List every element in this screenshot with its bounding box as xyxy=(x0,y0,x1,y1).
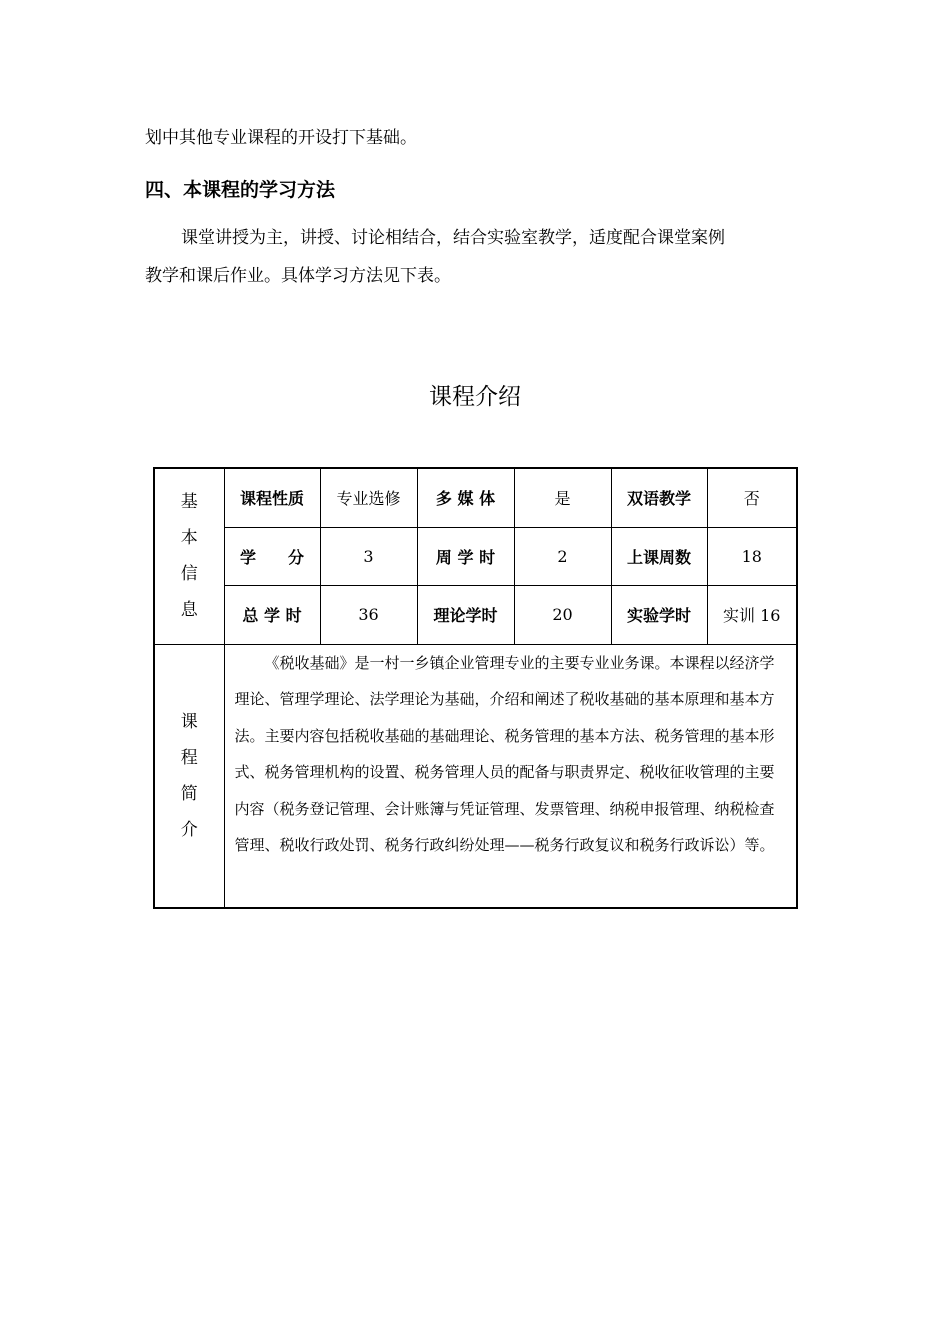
cell-label: 学 分 xyxy=(224,527,320,585)
table-row xyxy=(154,644,797,908)
continuation-text: 划中其他专业课程的开设打下基础。 xyxy=(145,128,417,148)
basic-info-label: 基本信息 xyxy=(180,492,198,621)
table-row xyxy=(154,527,797,585)
table-row xyxy=(154,585,797,644)
intro-text: 《税收基础》是一村一乡镇企业管理专业的主要专业业务课。本课程以经济学理论、管理学理论、法学理论为基础，介绍和阐述了税收基础的基本原理和基本方法。主要内容包括税收基础的基础理论、税务管理的基本方法、税务管理的基本形式、税务管理机构的设置、税务管理人员的配备与职责界定、税收征收管理的主要内容（税务登记管理、会计账簿与凭证管理、发票管理、纳税申报管理、纳税检查管理、税收行政处罚、税务行政纠纷处理——税务行政复议和税务行政诉讼）等。 xyxy=(234,653,775,854)
cell-label: 课程性质 xyxy=(224,468,320,527)
basic-info-label-cell xyxy=(154,468,224,644)
cell-label: 理论学时 xyxy=(417,585,514,644)
table-row xyxy=(154,468,797,527)
cell-label: 周 学 时 xyxy=(417,527,514,585)
intro-label: 课程简介 xyxy=(180,711,198,840)
cell-label: 上课周数 xyxy=(611,527,707,585)
cell-value: 专业选修 xyxy=(320,468,417,527)
table-title: 课程介绍 xyxy=(429,384,521,410)
cell-value: 否 xyxy=(707,468,797,527)
cell-label: 总 学 时 xyxy=(224,585,320,644)
cell-value: 实训 16 xyxy=(707,585,797,644)
intro-label-cell xyxy=(154,644,224,908)
cell-value: 36 xyxy=(320,585,417,644)
cell-value: 2 xyxy=(514,527,611,585)
cell-value: 20 xyxy=(514,585,611,644)
cell-label: 实验学时 xyxy=(611,585,707,644)
cell-label: 多 媒 体 xyxy=(417,468,514,527)
intro-cell xyxy=(224,644,797,908)
paragraph-line-2: 教学和课后作业。具体学习方法见下表。 xyxy=(145,266,451,286)
course-info-table xyxy=(153,467,798,909)
cell-value: 3 xyxy=(320,527,417,585)
cell-value: 18 xyxy=(707,527,797,585)
cell-value: 是 xyxy=(514,468,611,527)
paragraph-line-1: 课堂讲授为主，讲授、讨论相结合，结合实验室教学，适度配合课堂案例 xyxy=(181,228,725,248)
section-heading: 四、本课程的学习方法 xyxy=(145,179,336,201)
cell-label: 双语教学 xyxy=(611,468,707,527)
